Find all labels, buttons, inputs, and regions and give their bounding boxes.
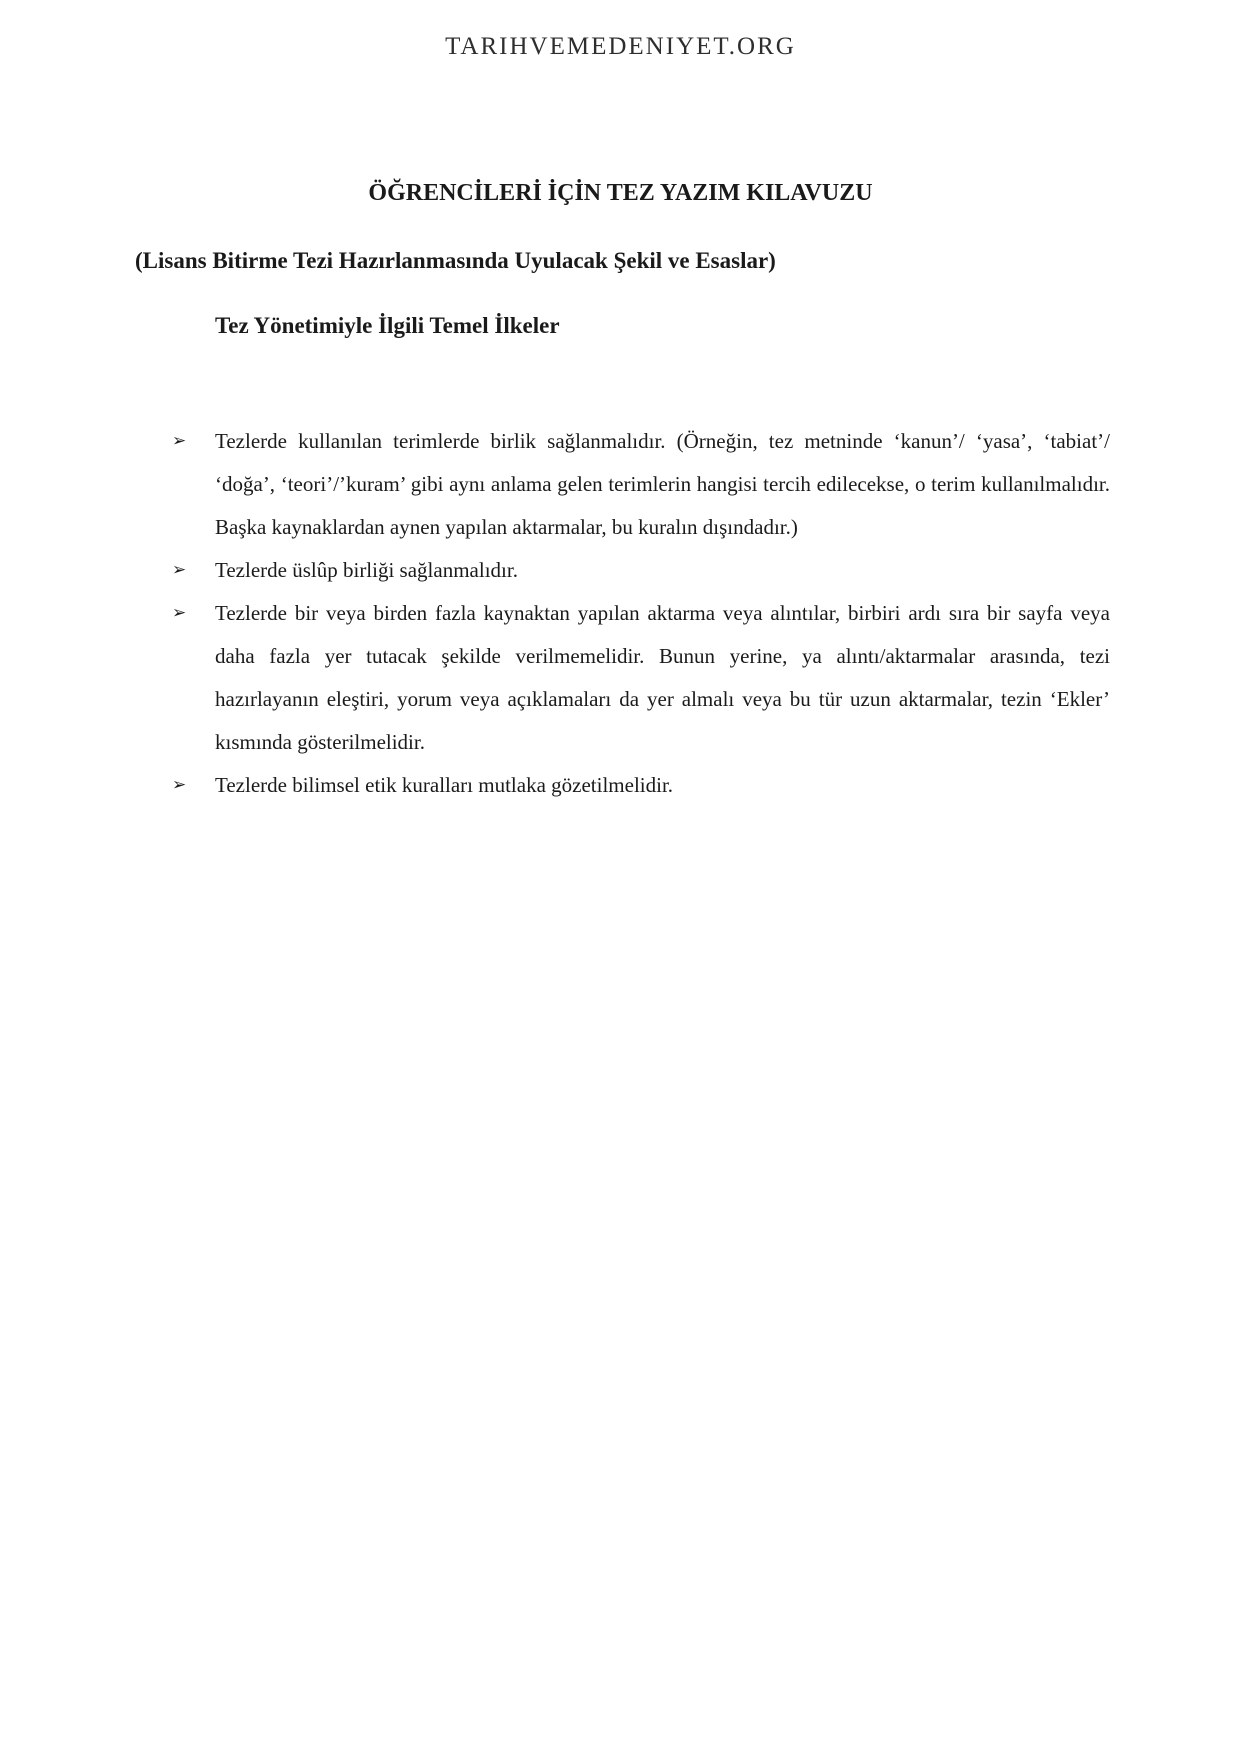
arrowhead-bullet-icon: ➢: [172, 560, 187, 580]
list-item-text: Tezlerde üslûp birliği sağlanmalıdır.: [215, 558, 518, 582]
principles-list: [170, 420, 1110, 807]
list-item: [170, 764, 1110, 807]
list-item: [170, 592, 1110, 764]
arrowhead-bullet-icon: ➢: [172, 603, 187, 623]
list-item: [170, 549, 1110, 592]
arrowhead-bullet-icon: ➢: [172, 775, 187, 795]
arrowhead-bullet-icon: ➢: [172, 431, 187, 451]
list-item-text: Tezlerde bilimsel etik kuralları mutlaka gözetilmelidir.: [215, 773, 674, 797]
site-header-watermark: TARIHVEMEDENIYET.ORG: [445, 33, 796, 60]
list-item: [170, 420, 1110, 549]
document-subtitle: (Lisans Bitirme Tezi Hazırlanmasında Uyulacak Şekil ve Esaslar): [135, 248, 776, 273]
document-title: ÖĞRENCİLERİ İÇİN TEZ YAZIM KILAVUZU: [368, 180, 873, 206]
list-item-text: Tezlerde kullanılan terimlerde birlik sağlanmalıdır. (Örneğin, tez metninde ‘kanun’/ ‘yasa’, ‘tabiat’/ ‘doğa’, ‘teori’/’kuram’ gibi aynı anlama gelen terimlerin hangisi tercih edilecekse, o terim kullanılmalıdır. Başka kaynaklardan aynen yapılan aktarmalar, bu kuralın dışındadır.): [215, 429, 1110, 539]
list-item-text: Tezlerde bir veya birden fazla kaynaktan yapılan aktarma veya alıntılar, birbiri ardı sıra bir sayfa veya daha fazla yer tutacak şekilde verilmemelidir. Bunun yerine, ya alıntı/aktarmalar arasında, tezi hazırlayanın eleştiri, yorum veya açıklamaları da yer almalı veya bu tür uzun aktarmalar, tezin ‘Ekler’ kısmında gösterilmelidir.: [215, 601, 1110, 754]
section-heading: Tez Yönetimiyle İlgili Temel İlkeler: [215, 313, 560, 338]
